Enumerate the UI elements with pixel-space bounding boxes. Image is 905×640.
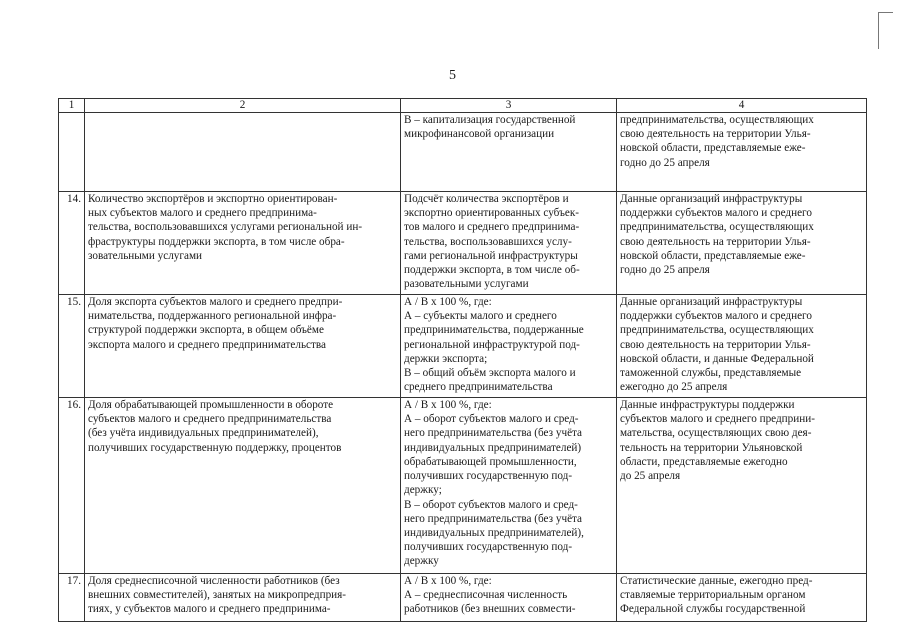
indicator-cell: Доля экспорта субъектов малого и среднего предпри- нимательства, поддержанного региональной инфра- структурой поддержки экспорта, в общем объёме экспорта малого и среднего предпринимательства [85, 295, 401, 398]
column-header-3: 3 [401, 99, 617, 113]
source-cell: Данные организаций инфраструктуры поддержки субъектов малого и среднего предпринимательства, осуществляющих свою деятельность на территории Улья- новской области, представляемые еже- годно до 25 апреля [617, 192, 867, 295]
table-row [59, 398, 867, 574]
table-row [59, 295, 867, 398]
indicator-cell: Количество экспортёров и экспортно ориентирован- ных субъектов малого и среднего предпринима- тельства, воспользовавшихся услугами региональной ин- фраструктуры поддержки экспорта, в том числе обра- зовательными услугами [85, 192, 401, 295]
method-cell: А / В х 100 %, где: А – субъекты малого и среднего предпринимательства, поддержанные региональной инфраструктурой под- держки экспорта; В – общий объём экспорта малого и среднего предпринимательства [401, 295, 617, 398]
column-header-2: 2 [85, 99, 401, 113]
table-header-row [59, 99, 867, 113]
row-number: 15. [59, 295, 85, 398]
scan-corner-mark [878, 12, 893, 49]
method-cell: А / В х 100 %, где: А – среднесписочная численность работников (без внешних совмести- [401, 574, 617, 622]
row-number: 17. [59, 574, 85, 622]
column-header-1: 1 [59, 99, 85, 113]
indicator-cell [85, 113, 401, 192]
table-row [59, 192, 867, 295]
method-cell: В – капитализация государственной микрофинансовой организации [401, 113, 617, 192]
row-number [59, 113, 85, 192]
row-number: 14. [59, 192, 85, 295]
column-header-4: 4 [617, 99, 867, 113]
table-row [59, 113, 867, 192]
method-cell: А / В х 100 %, где: А – оборот субъектов малого и сред- него предпринимательства (без учёта индивидуальных предпринимателей) обрабатывающей промышленности, получивших государственную под- держку; В – оборот субъектов малого и сред- него предпринимательства (без учёта индивидуальных предпринимателей), получивших государственную под- держку [401, 398, 617, 574]
page-number: 5 [449, 68, 456, 83]
source-cell: Данные организаций инфраструктуры поддержки субъектов малого и среднего предпринимательства, осуществляющих свою деятельность на территории Улья- новской области, и данные Федеральной таможенной службы, представляемые ежегодно до 25 апреля [617, 295, 867, 398]
source-cell: предпринимательства, осуществляющих свою деятельность на территории Улья- новской области, представляемые еже- годно до 25 апреля [617, 113, 867, 192]
indicator-cell: Доля среднесписочной численности работников (без внешних совместителей), занятых на микропредприя- тиях, у субъектов малого и среднего предпринима- [85, 574, 401, 622]
source-cell: Данные инфраструктуры поддержки субъектов малого и среднего предприни- мательства, осуществляющих свою дея- тельность на территории Ульяновской области, представляемые ежегодно до 25 апреля [617, 398, 867, 574]
indicators-table [58, 98, 867, 622]
row-number: 16. [59, 398, 85, 574]
source-cell: Статистические данные, ежегодно пред- ставляемые территориальным органом Федеральной службы государственной [617, 574, 867, 622]
table-row [59, 574, 867, 622]
indicator-cell: Доля обрабатывающей промышленности в обороте субъектов малого и среднего предпринимательства (без учёта индивидуальных предпринимателей), получивших государственную поддержку, процентов [85, 398, 401, 574]
method-cell: Подсчёт количества экспортёров и экспортно ориентированных субъек- тов малого и среднего предпринима- тельства, воспользовавшихся услу- гами региональной инфраструктуры поддержки экспорта, в том числе об- разовательными услугами [401, 192, 617, 295]
